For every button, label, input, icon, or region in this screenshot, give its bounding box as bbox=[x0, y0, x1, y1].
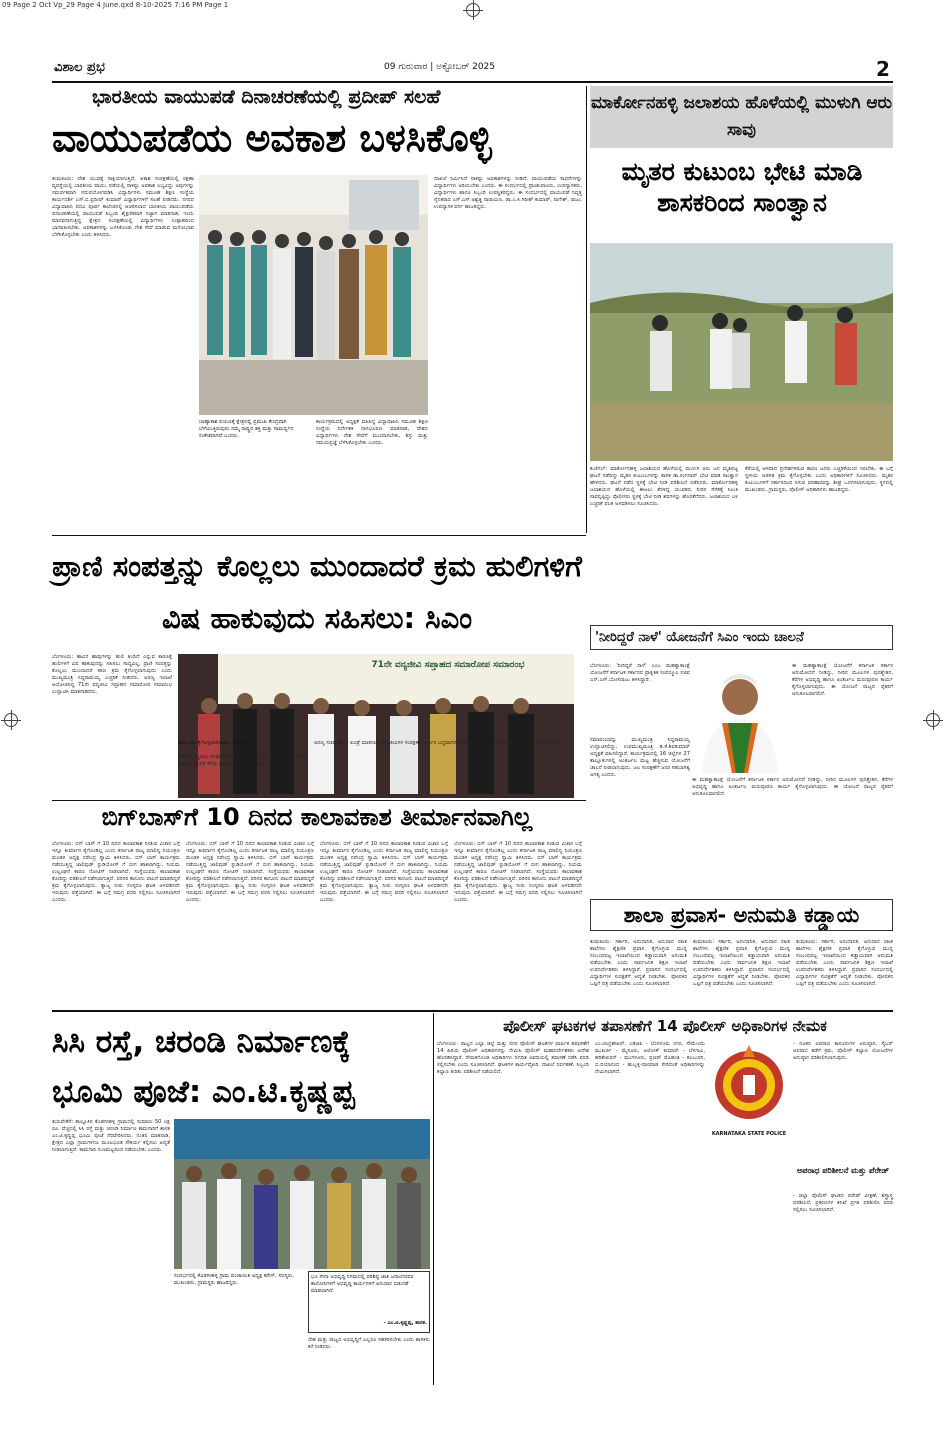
story-kicker: ಭಾರತೀಯ ವಾಯುಪಡೆ ದಿನಾಚರಣೆಯಲ್ಲಿ ಪ್ರದೀಪ್ ಸಲಹೆ bbox=[92, 86, 441, 108]
story-airforce bbox=[52, 86, 582, 533]
story-headline: ಸಿಸಿ ರಸ್ತೆ, ಚರಂಡಿ ನಿರ್ಮಾಣಕ್ಕೆ ಭೂಮಿ ಪೂಜೆ: ಎಂ.ಟಿ.ಕೃಷ್ಣಪ್ಪ bbox=[52, 1024, 355, 1110]
story-body: ಬೆಂಗಳೂರು: ಬಿಗ್ ಬಾಸ್ ಗೆ 10 ದಿನದ ಕಾಲಾವಕಾಶ ನೀಡುವ ವಿಚಾರ ಬಗ್ಗೆ ಇನ್ನೂ ತೀರ್ಮಾನ ಕೈಗೊಂಡಿಲ್ಲ ಎಂದು ಕರ್ನಾಟಕ ರಾಜ್ಯ ಮಾಲಿನ್ಯ ನಿಯಂತ್ರಣ ಮಂಡಳಿ ಅಧ್ಯಕ್ಷ ನರೇಂದ್ರ ಸ್ವಾಮಿ ತಿಳಿಸಿದರು. ಬಿಗ್ ಬಾಸ್ ಕಾರ್ಯಕ್ರಮ ನಡೆಯುತ್ತಿದ್ದ ಜಾಲಿವುಡ್ ಸ್ಟುಡಿಯೋಸ್ ಗೆ ಬೀಗ ಹಾಕಲಾಗಿದ್ದು, ನಿಯಮ ಉಲ್ಲಂಘನೆ ಕಾರಣ ನೋಟಿಸ್ ನೀಡಲಾಗಿದೆ. ಸಂಸ್ಥೆಯವರು ಕಾಲಾವಕಾಶ ಕೋರಿದ್ದು ಪರಿಶೀಲನೆ ನಡೆಸಲಾಗುತ್ತಿದೆ. ಪರಿಸರ ಕಾನೂನು ಪಾಲನೆ ಮಾಡದಿದ್ದರೆ ಕ್ರಮ ಕೈಗೊಳ್ಳಲಾಗುವುದು. ತ್ಯಾಜ್ಯ ನೀರು ಸಂಸ್ಕರಣ ಘಟಕ ಅಳವಡಿಸದೇ ಇರುವುದು ಪತ್ತೆಯಾಗಿದೆ. ಈ ಬಗ್ಗೆ ಸಮಗ್ರ ವರದಿ ಸಲ್ಲಿಸಲು ಸೂಚಿಸಲಾಗಿದೆ ಎಂದರು. bbox=[454, 841, 582, 903]
photo-caption: ಕಠಿಣ ಕ್ರಮ ಕೈಗೊಳ್ಳಲಾಗುವುದು ಎಂದರು. bbox=[178, 740, 246, 746]
story-body: ಬೆಂಗಳೂರು: ರಾಜ್ಯದ ಎಲ್ಲಾ ಜಿಲ್ಲೆ ಮತ್ತು ನಗರ ಪೊಲೀಸ್ ಘಟಕಗಳ ವಾರ್ಷಿಕ ತಪಾಸಣೆಗೆ 14 ಹಿರಿಯ ಪೊಲೀಸ್ ಅಧಿಕಾರಿಗಳನ್ನು ನೇಮಿಸಿ ಪೊಲೀಸ್ ಮಹಾನಿರ್ದೇಶಕರು ಆದೇಶ ಹೊರಡಿಸಿದ್ದಾರೆ. ನೇಮಕಗೊಂಡ ಅಧಿಕಾರಿಗಳು ನಿಗದಿತ ಅವಧಿಯಲ್ಲಿ ತಪಾಸಣೆ ನಡೆಸಿ ವರದಿ ಸಲ್ಲಿಸಬೇಕು ಎಂದು ಸೂಚಿಸಲಾಗಿದೆ. ಘಟಕಗಳ ಕಾರ್ಯವೈಖರಿ, ದಾಖಲೆ ನಿರ್ವಹಣೆ, ಸಿಬ್ಬಂದಿ ಕಲ್ಯಾಣ ಕುರಿತು ಪರಿಶೀಲನೆ ನಡೆಯಲಿದೆ. bbox=[437, 1041, 589, 1075]
story-body: ದೇಶ ಮತ್ತು ರಾಜ್ಯದ ಅಭಿವೃದ್ಧಿಗೆ ಎಲ್ಲರೂ ಸಹಕರಿಸಬೇಕು ಎಂದು ಶಾಸಕರು ಕರೆ ನೀಡಿದರು. bbox=[308, 1337, 430, 1350]
story-body: - ಜಿಲ್ಲಾ ಪೊಲೀಸ್ ಘಟಕದ ಪರೇಡ್ ವೀಕ್ಷಣೆ, ಶಸ್ತ್ರಾಸ್ತ್ರ ಪರಿಶೀಲನೆ, ಪ್ರಕರಣಗಳ ತನಿಖೆ ಪ್ರಗತಿ ಪರಿಶೀಲಿಸಿ ವರದಿ ಸಲ್ಲಿಸಲು ಸೂಚಿಸಲಾಗಿದೆ. bbox=[793, 1193, 893, 1213]
photo-caption: ಬಾಹ್ಯಾಕಾಶ ಪಯಣಕ್ಕೆ ಕ್ಷೇತ್ರದಲ್ಲಿ ಪ್ರಮುಖ ಕೇಂದ್ರವಾಗಿ ಬೆಳೆಯುತ್ತಿರುವುದು ನಮ್ಮ ರಾಷ್ಟ್ರದ ಶಕ್ತಿ ಮತ್ತು ಸಾಮರ್ಥ್ಯದ ಸಂಕೇತವಾಗಿದೆ ಎಂದರು. bbox=[199, 419, 294, 439]
story-headline: ಶಾಲಾ ಪ್ರವಾಸ- ಅನುಮತಿ ಕಡ್ಡಾಯ bbox=[590, 899, 893, 931]
story-cc-road bbox=[52, 1015, 430, 1385]
story-body: ಕುಣಿಗಲ್: ಮಾರ್ಕೋನಹಳ್ಳಿ ಜಲಾಶಯದ ಹೊಳೆಯಲ್ಲಿ ಮುಳುಗಿ ಆರು ಜನ ಮೃತಪಟ್ಟ ಘಟನೆ ನಡೆದಿದ್ದು ಮೃತರ ಕುಟುಂಬಗಳನ್ನು ಶಾಸಕ ಡಾ.ರಂಗನಾಥ್ ಭೇಟಿ ಮಾಡಿ ಸಾಂತ್ವಾನ ಹೇಳಿದರು. ಘಟನೆ ನಡೆದ ಸ್ಥಳಕ್ಕೆ ಭೇಟಿ ನೀಡಿ ಪರಿಶೀಲನೆ ನಡೆಸಿದರು. ಮಾರ್ಕೋನಹಳ್ಳಿ ಜಲಾಶಯದ ಹೊಳೆಯಲ್ಲಿ ಈಜಲು ತೆರಳಿದ್ದ ಯುವಕರು ನೀರಿನ ಸೆಳೆತಕ್ಕೆ ಸಿಲುಕಿ ಸಾವನ್ನಪ್ಪಿದ್ದು ಪೊಲೀಸರು ಸ್ಥಳಕ್ಕೆ ಭೇಟಿ ನೀಡಿ ಶವಗಳನ್ನು ಹೊರತೆಗೆದರು. ಜಲಾಶಯದ ಬಳಿ ಎಚ್ಚರಿಕೆ ಫಲಕ ಅಳವಡಿಸಲು ಸೂಚಿಸಿದರು. bbox=[590, 466, 738, 507]
story-wildlife bbox=[52, 538, 582, 796]
registration-mark bbox=[926, 713, 940, 727]
story-photo bbox=[174, 1119, 430, 1269]
police-emblem bbox=[709, 1041, 789, 1141]
story-body: ಕಾರ್ಯಕ್ರಮದಲ್ಲಿ ಅಧ್ಯಕ್ಷತೆ ವಹಿಸಿದ್ದ ವಿದ್ಯಾವಾಹಿನಿ ಸಮೂಹ ಶಿಕ್ಷಣ ಸಂಸ್ಥೆಯ ನಿರ್ದೇಶಕ ನಾಗಭೂಷಣ ಮಾತನಾಡಿ, ದೇಶದ ವಿದ್ಯಾರ್ಥಿಗಳು ದೇಶ ಸೇವೆಗೆ ಮುಂದಾಗಬೇಕು, ಶಿಸ್ತು ಮತ್ತು ಸಮಯಪ್ರಜ್ಞೆ ಬೆಳೆಸಿಕೊಳ್ಳಬೇಕು ಎಂದರು. bbox=[316, 419, 428, 446]
story-kicker: 'ನೀರಿದ್ದರೆ ನಾಳೆ' ಯೋಜನೆಗೆ ಸಿಎಂ ಇಂದು ಚಾಲನೆ bbox=[590, 625, 893, 650]
story-body: ಸಮಾರಂಭವನ್ನು ಮುಖ್ಯಮಂತ್ರಿ ಸಿದ್ದರಾಮಯ್ಯ ಉದ್ಘಾಟಿಸಲಿದ್ದು, ಉಪಮುಖ್ಯಮಂತ್ರಿ ಡಿ.ಕೆ.ಶಿವಕುಮಾರ್ ಅಧ್ಯಕ್ಷತೆ ವಹಿಸಲಿದ್ದಾರೆ. ಕಾರ್ಯಕ್ರಮದಲ್ಲಿ 16 ಜಿಲ್ಲೆಗಳ 27 ತಾಲ್ಲೂಕುಗಳಲ್ಲಿ ಅಂತರ್ಜಲ ಮಟ್ಟ ಹೆಚ್ಚಿಸುವ ಯೋಜನೆಗೆ ಚಾಲನೆ ನೀಡಲಾಗುವುದು. ಜಲ ಸಂರಕ್ಷಣೆಗೆ ಜನರ ಸಹಭಾಗಿತ್ವ ಅಗತ್ಯ ಎಂದರು. bbox=[590, 737, 690, 778]
inset-signature: - ಎಂ.ಟಿ.ಕೃಷ್ಣಪ್ಪ, ಶಾಸಕ. bbox=[383, 1320, 427, 1326]
story-body: ಬೆಂಗಳೂರು: 'ನೀರಿದ್ದರೆ ನಾಳೆ' ಎಂಬ ಮಹತ್ವಾಕಾಂಕ್ಷೆ ಯೋಜನೆಗೆ ಕರ್ನಾಟಕ ಸರ್ಕಾರದ ಪ್ರಾಕೃತಿಕ ಸಂಪನ್ಮೂಲ ಸಚಿವ ಎನ್.ಎಸ್.ಬೋಸರಾಜು ತಿಳಿಸಿದ್ದಾರೆ. bbox=[590, 663, 690, 683]
story-body: ತುಮಕೂರು: ಸರ್ಕಾರಿ, ಅನುದಾನಿತ, ಅನುದಾನ ರಹಿತ ಶಾಲೆಗಳು ಶೈಕ್ಷಣಿಕ ಪ್ರವಾಸ ಕೈಗೊಳ್ಳುವ ಮುನ್ನ ಸಂಬಂಧಪಟ್ಟ ಇಲಾಖೆಯಿಂದ ಕಡ್ಡಾಯವಾಗಿ ಅನುಮತಿ ಪಡೆಯಬೇಕು ಎಂದು ಸಾರ್ವಜನಿಕ ಶಿಕ್ಷಣ ಇಲಾಖೆ ಉಪನಿರ್ದೇಶಕರು ತಿಳಿಸಿದ್ದಾರೆ. ಪ್ರವಾಸದ ಸಂದರ್ಭದಲ್ಲಿ ವಿದ್ಯಾರ್ಥಿಗಳ ಸುರಕ್ಷತೆಗೆ ಆದ್ಯತೆ ನೀಡಬೇಕು. ಪೋಷಕರ ಒಪ್ಪಿಗೆ ಪತ್ರ ಪಡೆಯಬೇಕು ಎಂದು ಸೂಚಿಸಲಾಗಿದೆ. bbox=[796, 939, 893, 987]
story-body: ಈ ಮಹತ್ವಾಕಾಂಕ್ಷೆ ಯೋಜನೆಗೆ ಕರ್ನಾಟಕ ಸರ್ಕಾರ ಅನುಮೋದನೆ ನೀಡಿದ್ದು, ನೀರಿನ ಮೂಲಗಳ ಪುನಶ್ಚೇತನ, ಕೆರೆಗಳ ಅಭಿವೃದ್ಧಿ ಹಾಗೂ ಅಂತರ್ಜಲ ಮರುಪೂರಣ ಕಾರ್ಯ ಕೈಗೊಳ್ಳಲಾಗುವುದು. ಈ ಯೋಜನೆ ರಾಜ್ಯದ ರೈತರಿಗೆ ಅನುಕೂಲವಾಗಲಿದೆ. bbox=[692, 777, 893, 797]
story-subhead: ಅಪರಾಧ ಪರಿಶೀಲನೆ ಮತ್ತು ಪೆರೇಡ್ bbox=[796, 1166, 890, 1175]
emblem-label: KARNATAKA STATE POLICE bbox=[711, 1131, 787, 1137]
story-body: ಬೆಂಗಳೂರು: ಬಿಗ್ ಬಾಸ್ ಗೆ 10 ದಿನದ ಕಾಲಾವಕಾಶ ನೀಡುವ ವಿಚಾರ ಬಗ್ಗೆ ಇನ್ನೂ ತೀರ್ಮಾನ ಕೈಗೊಂಡಿಲ್ಲ ಎಂದು ಕರ್ನಾಟಕ ರಾಜ್ಯ ಮಾಲಿನ್ಯ ನಿಯಂತ್ರಣ ಮಂಡಳಿ ಅಧ್ಯಕ್ಷ ನರೇಂದ್ರ ಸ್ವಾಮಿ ತಿಳಿಸಿದರು. ಬಿಗ್ ಬಾಸ್ ಕಾರ್ಯಕ್ರಮ ನಡೆಯುತ್ತಿದ್ದ ಜಾಲಿವುಡ್ ಸ್ಟುಡಿಯೋಸ್ ಗೆ ಬೀಗ ಹಾಕಲಾಗಿದ್ದು, ನಿಯಮ ಉಲ್ಲಂಘನೆ ಕಾರಣ ನೋಟಿಸ್ ನೀಡಲಾಗಿದೆ. ಸಂಸ್ಥೆಯವರು ಕಾಲಾವಕಾಶ ಕೋರಿದ್ದು ಪರಿಶೀಲನೆ ನಡೆಸಲಾಗುತ್ತಿದೆ. ಪರಿಸರ ಕಾನೂನು ಪಾಲನೆ ಮಾಡದಿದ್ದರೆ ಕ್ರಮ ಕೈಗೊಳ್ಳಲಾಗುವುದು. ತ್ಯಾಜ್ಯ ನೀರು ಸಂಸ್ಕರಣ ಘಟಕ ಅಳವಡಿಸದೇ ಇರುವುದು ಪತ್ತೆಯಾಗಿದೆ. ಈ ಬಗ್ಗೆ ಸಮಗ್ರ ವರದಿ ಸಲ್ಲಿಸಲು ಸೂಚಿಸಲಾಗಿದೆ ಎಂದರು. bbox=[52, 841, 180, 903]
story-body: ಈ ಮಹತ್ವಾಕಾಂಕ್ಷೆ ಯೋಜನೆಗೆ ಕರ್ನಾಟಕ ಸರ್ಕಾರ ಅನುಮೋದನೆ ನೀಡಿದ್ದು, ನೀರಿನ ಮೂಲಗಳ ಪುನಶ್ಚೇತನ, ಕೆರೆಗಳ ಅಭಿವೃದ್ಧಿ ಹಾಗೂ ಅಂತರ್ಜಲ ಮರುಪೂರಣ ಕಾರ್ಯ ಕೈಗೊಳ್ಳಲಾಗುವುದು. ಈ ಯೋಜನೆ ರಾಜ್ಯದ ರೈತರಿಗೆ ಅನುಕೂಲವಾಗಲಿದೆ. bbox=[792, 663, 893, 697]
page-number: 2 bbox=[876, 57, 890, 81]
story-columns bbox=[52, 841, 582, 1001]
story-headline: ಪ್ರಾಣಿ ಸಂಪತ್ತನ್ನು ಕೊಲ್ಲಲು ಮುಂದಾದರೆ ಕ್ರಮ ಹುಲಿಗಳಿಗೆ ವಿಷ ಹಾಕುವುದು ಸಹಿಸಲು: ಸಿಎಂ bbox=[52, 549, 582, 635]
story-kicker: ಮಾರ್ಕೋನಹಳ್ಳಿ ಜಲಾಶಯ ಹೊಳೆಯಲ್ಲಿ ಮುಳುಗಿ ಆರು ಸಾವು bbox=[590, 86, 893, 148]
registration-mark bbox=[466, 3, 480, 17]
story-police bbox=[437, 1015, 893, 1385]
story-photo bbox=[590, 243, 893, 461]
story-photo bbox=[199, 175, 428, 415]
masthead-rule bbox=[52, 81, 893, 83]
photo-caption: ಸಂದರ್ಭದಲ್ಲಿ ಕೊಡಗೀಹಳ್ಳಿ ಗ್ರಾಮ ಪಂಚಾಯಿತಿ ಅಧ್ಯಕ್ಷ ಕರೇಗ್, ಸದಸ್ಯರು, ಮುಖಂಡರು, ಗ್ರಾಮಸ್ಥರು ಹಾಜರಿದ್ದರು. bbox=[174, 1273, 294, 1286]
masthead-date: 09 ಗುರುವಾರ | ಅಕ್ಟೋಬರ್ 2025 bbox=[384, 62, 495, 72]
story-reservoir bbox=[590, 86, 893, 616]
story-body: ದಾಖಲೆ ನಿರ್ಮಿಸಿದೆ ಸಾಕಷ್ಟು ಅವಕಾಶಗಳನ್ನು ನೀಡಿದೆ. ವಾಯುಪಡೆಯ ಸಾಧನೆಗಳನ್ನು ವಿದ್ಯಾರ್ಥಿಗಳು ಅರಿಯಬೇಕು ಎಂದರು. ಈ ಸಂದರ್ಭದಲ್ಲಿ ಪ್ರಾಂಶುಪಾಲರು, ಉಪನ್ಯಾಸಕರು, ವಿದ್ಯಾರ್ಥಿಗಳು ಹಾಗೂ ಸಿಬ್ಬಂದಿ ಉಪಸ್ಥಿತರಿದ್ದರು. ಈ ಸಂದರ್ಭದಲ್ಲಿ ವಾಯುಪಡೆ ನಿವೃತ್ತ ಸೈನಿಕರಾದ ಎಸ್.ಎಸ್.ಅಶ್ವತ್ಥ ನಾರಾಯಣ, ಡಾ.ಎ.ಸಿ.ಗಿರೀಶ್ ಕುಮಾರ್, ನಾಗೇಶ್, ರಾಜು, ಉಪನ್ಯಾಸಕ ವರ್ಗ ಹಾಜರಿದ್ದರು. bbox=[434, 176, 582, 210]
bhoomi-pooja-photo bbox=[174, 1119, 430, 1269]
section-rule bbox=[52, 535, 586, 536]
story-body: ಬೆಂಗಳೂರು: ಹಾವಿನ ಹಾವುಗಳನ್ನು ಹುಲಿ ತಿಂದಿದೆ ಎನ್ನುವ ಕಾರಣಕ್ಕೆ ಹುಲಿಗಳಿಗೆ ವಿಷ ಹಾಕುವುದನ್ನು ಸಹಿಸಲು ಸಾಧ್ಯವಿಲ್ಲ, ಪ್ರಾಣಿ ಸಂಪತ್ತನ್ನು ಕೊಲ್ಲಲು ಮುಂದಾದರೆ ಕಠಿಣ ಕ್ರಮ ಕೈಗೊಳ್ಳಲಾಗುವುದು ಎಂದು ಮುಖ್ಯಮಂತ್ರಿ ಸಿದ್ದರಾಮಯ್ಯ ಎಚ್ಚರಿಕೆ ನೀಡಿದರು. ಅರಣ್ಯ ಇಲಾಖೆ ಆಯೋಜಿಸಿದ್ದ 71ನೇ ವನ್ಯಜೀವಿ ಸಪ್ತಾಹದ ಸಮಾರೋಪ ಸಮಾರಂಭ ಉದ್ಘಾಟಿಸಿ ಮಾತನಾಡಿದರು. bbox=[52, 654, 172, 695]
section-rule bbox=[52, 800, 586, 801]
column-rule bbox=[586, 86, 587, 533]
registration-mark bbox=[4, 713, 18, 727]
section-rule bbox=[52, 1010, 893, 1012]
story-columns bbox=[590, 939, 893, 1007]
story-school-trip bbox=[590, 899, 893, 1009]
story-body: - ನೂತನ ಅಪರಾಧ ಕಾನೂನುಗಳ ಅನುಷ್ಠಾನ, ಸೈಬರ್ ಅಪರಾಧ ತಡೆಗೆ ಕ್ರಮ, ಪೊಲೀಸ್ ಕಲ್ಯಾಣ ಯೋಜನೆಗಳ ಅನುಷ್ಠಾನ ಪರಿಶೀಲಿಸಲಾಗುವುದು. bbox=[793, 1041, 893, 1061]
column-rule bbox=[433, 1013, 434, 1385]
story-body: ತುಮಕೂರು: ಸರ್ಕಾರಿ, ಅನುದಾನಿತ, ಅನುದಾನ ರಹಿತ ಶಾಲೆಗಳು ಶೈಕ್ಷಣಿಕ ಪ್ರವಾಸ ಕೈಗೊಳ್ಳುವ ಮುನ್ನ ಸಂಬಂಧಪಟ್ಟ ಇಲಾಖೆಯಿಂದ ಕಡ್ಡಾಯವಾಗಿ ಅನುಮತಿ ಪಡೆಯಬೇಕು ಎಂದು ಸಾರ್ವಜನಿಕ ಶಿಕ್ಷಣ ಇಲಾಖೆ ಉಪನಿರ್ದೇಶಕರು ತಿಳಿಸಿದ್ದಾರೆ. ಪ್ರವಾಸದ ಸಂದರ್ಭದಲ್ಲಿ ವಿದ್ಯಾರ್ಥಿಗಳ ಸುರಕ್ಷತೆಗೆ ಆದ್ಯತೆ ನೀಡಬೇಕು. ಪೋಷಕರ ಒಪ್ಪಿಗೆ ಪತ್ರ ಪಡೆಯಬೇಕು ಎಂದು ಸೂಚಿಸಲಾಗಿದೆ. bbox=[693, 939, 790, 987]
story-headline: ಪೊಲೀಸ್ ಘಟಕಗಳ ತಪಾಸಣೆಗೆ 14 ಪೊಲೀಸ್ ಅಧಿಕಾರಿಗಳ ನೇಮಕ bbox=[503, 1017, 827, 1035]
event-banner: 71ನೇ ವನ್ಯಜೀವಿ ಸಪ್ತಾಹದ ಸಮಾರೋಪ ಸಮಾರಂಭ bbox=[371, 660, 525, 670]
masthead-logo: ವಿಶಾಲ ಪ್ರಭ bbox=[54, 60, 105, 75]
story-body: ಮಾನವ-ವನ್ಯಜೀವಿ ಸಂಘರ್ಷ ತಡೆಗಟ್ಟಲು ಅಗತ್ಯ ಕ್ರಮ ಕೈಗೊಳ್ಳಲಾಗಿದೆ. ಅರಣ್ಯ ಪ್ರದೇಶ ಒತ್ತುವರಿ ತೆರವು ಮಾಡಲಾಗುವುದು ಎಂದರು. bbox=[178, 754, 308, 767]
story-body: ತುಮಕೂರು: ಸರ್ಕಾರಿ, ಅನುದಾನಿತ, ಅನುದಾನ ರಹಿತ ಶಾಲೆಗಳು ಶೈಕ್ಷಣಿಕ ಪ್ರವಾಸ ಕೈಗೊಳ್ಳುವ ಮುನ್ನ ಸಂಬಂಧಪಟ್ಟ ಇಲಾಖೆಯಿಂದ ಕಡ್ಡಾಯವಾಗಿ ಅನುಮತಿ ಪಡೆಯಬೇಕು ಎಂದು ಸಾರ್ವಜನಿಕ ಶಿಕ್ಷಣ ಇಲಾಖೆ ಉಪನಿರ್ದೇಶಕರು ತಿಳಿಸಿದ್ದಾರೆ. ಪ್ರವಾಸದ ಸಂದರ್ಭದಲ್ಲಿ ವಿದ್ಯಾರ್ಥಿಗಳ ಸುರಕ್ಷತೆಗೆ ಆದ್ಯತೆ ನೀಡಬೇಕು. ಪೋಷಕರ ಒಪ್ಪಿಗೆ ಪತ್ರ ಪಡೆಯಬೇಕು ಎಂದು ಸೂಚಿಸಲಾಗಿದೆ. bbox=[590, 939, 687, 987]
story-body: ಬೆಂಗಳೂರು: ಬಿಗ್ ಬಾಸ್ ಗೆ 10 ದಿನದ ಕಾಲಾವಕಾಶ ನೀಡುವ ವಿಚಾರ ಬಗ್ಗೆ ಇನ್ನೂ ತೀರ್ಮಾನ ಕೈಗೊಂಡಿಲ್ಲ ಎಂದು ಕರ್ನಾಟಕ ರಾಜ್ಯ ಮಾಲಿನ್ಯ ನಿಯಂತ್ರಣ ಮಂಡಳಿ ಅಧ್ಯಕ್ಷ ನರೇಂದ್ರ ಸ್ವಾಮಿ ತಿಳಿಸಿದರು. ಬಿಗ್ ಬಾಸ್ ಕಾರ್ಯಕ್ರಮ ನಡೆಯುತ್ತಿದ್ದ ಜಾಲಿವುಡ್ ಸ್ಟುಡಿಯೋಸ್ ಗೆ ಬೀಗ ಹಾಕಲಾಗಿದ್ದು, ನಿಯಮ ಉಲ್ಲಂಘನೆ ಕಾರಣ ನೋಟಿಸ್ ನೀಡಲಾಗಿದೆ. ಸಂಸ್ಥೆಯವರು ಕಾಲಾವಕಾಶ ಕೋರಿದ್ದು ಪರಿಶೀಲನೆ ನಡೆಸಲಾಗುತ್ತಿದೆ. ಪರಿಸರ ಕಾನೂನು ಪಾಲನೆ ಮಾಡದಿದ್ದರೆ ಕ್ರಮ ಕೈಗೊಳ್ಳಲಾಗುವುದು. ತ್ಯಾಜ್ಯ ನೀರು ಸಂಸ್ಕರಣ ಘಟಕ ಅಳವಡಿಸದೇ ಇರುವುದು ಪತ್ತೆಯಾಗಿದೆ. ಈ ಬಗ್ಗೆ ಸಮಗ್ರ ವರದಿ ಸಲ್ಲಿಸಲು ಸೂಚಿಸಲಾಗಿದೆ ಎಂದರು. bbox=[186, 841, 314, 903]
story-headline: ಮೃತರ ಕುಟುಂಬ ಭೇಟಿ ಮಾಡಿ ಶಾಸಕರಿಂದ ಸಾಂತ್ವಾನ bbox=[621, 157, 863, 218]
story-headline: ವಾಯುಪಡೆಯ ಅವಕಾಶ ಬಳಸಿಕೊಳ್ಳಿ bbox=[52, 116, 492, 160]
story-body: ತುಮಕೂರು: ದೇಶ ಯುವಕ್ಕೆ ಸಾಕ್ಷಿಯಾಗುತ್ತಿದೆ, ಆಕಾಶ ಸಂರಕ್ಷಣೆಯಲ್ಲಿ ರಕ್ಷಣಾ ವ್ಯವಸ್ಥೆಯಲ್ಲಿ ಭಾರತೀಯ ವಾಯು ಪಡೆಯಲ್ಲಿ ಸಾಕಷ್ಟು ಅವಕಾಶ ಲಭ್ಯವಿದ್ದು ಅವುಗಳನ್ನು ಸಮರ್ಪಕವಾಗಿ ಸದುಪಯೋಗಪಡಿಸಿ ವಿದ್ಯಾರ್ಥಿಗಳು ಸಮೂಹ ಶಿಕ್ಷಣ ಸಂಸ್ಥೆಯ ಕಾರ್ಯದರ್ಶಿ ಎಸ್.ಬಿ.ಪ್ರದೀಪ್ ಕುಮಾರ್ ವಿದ್ಯಾರ್ಥಿಗಳಿಗೆ ಸಲಹೆ ನೀಡಿದರು. ನಗರದ ವಿದ್ಯಾವಾಹಿನಿ ಪದವಿ ಪೂರ್ವ ಕಾಲೇಜಿನಲ್ಲಿ ಆಚರಿಸಲಾದ ಭಾರತೀಯ ವಾಯುಪಡೆಯ ದಿನಾಚರಣೆಯಲ್ಲಿ ವಾಯುಪಡೆ ಸಿಬ್ಬಂದಿ ಶೈಕ್ಷಣಿಕವಾಗಿ ಸಜ್ಜಾಗಿ ಮಾತನಾಡಿ, ಇಂದು ಮಾನವನಾಗುತ್ತಿದ್ದ ಕ್ಷೇತ್ರದ ಸಂರಕ್ಷಣೆಯಲ್ಲಿ ವಿದ್ಯಾರ್ಥಿಗಳು ಉತ್ಸಾಹದಿಂದ ಭಾಗವಹಿಸಬೇಕು. ಅವಕಾಶಗಳನ್ನು ಬಳಸಿಕೊಂಡು ದೇಶ ಸೇವೆ ಮಾಡುವ ಮನೋಭಾವ ಬೆಳೆಸಿಕೊಳ್ಳಬೇಕು ಎಂದು ತಿಳಿಸಿದರು. bbox=[52, 176, 194, 238]
quote-inset bbox=[308, 1271, 430, 1333]
minister-portrait bbox=[692, 663, 788, 773]
story-body: ತುರುವೇಕೆರೆ: ತಾಲ್ಲೂಕಿನ ಕೊಡಗೀಹಳ್ಳಿ ಗ್ರಾಮದಲ್ಲಿ ಸುಮಾರು 50 ಲಕ್ಷ ರೂ. ವೆಚ್ಚದಲ್ಲಿ ಸಿಸಿ ರಸ್ತೆ ಮತ್ತು ಚರಂಡಿ ನಿರ್ಮಾಣ ಕಾಮಗಾರಿಗೆ ಶಾಸಕ ಎಂ.ಟಿ.ಕೃಷ್ಣಪ್ಪ ಭೂಮಿ ಪೂಜೆ ನೆರವೇರಿಸಿದರು. ನಂತರ ಮಾತನಾಡಿ, ಕ್ಷೇತ್ರದ ಎಲ್ಲಾ ಗ್ರಾಮಗಳಿಗೂ ಮೂಲಭೂತ ಸೌಕರ್ಯ ಕಲ್ಪಿಸಲು ಆದ್ಯತೆ ನೀಡಲಾಗುತ್ತಿದೆ. ಕಾಮಗಾರಿ ಗುಣಮಟ್ಟದಿಂದ ನಡೆಯಬೇಕು ಎಂದರು. bbox=[52, 1119, 170, 1153]
story-body: ಅರಣ್ಯ ಸಚಿವ ಈಶ್ವರ ಖಂಡ್ರೆ ಮಾತನಾಡಿ, ವನ್ಯಜೀವಿಗಳ ಸಂರಕ್ಷಣೆಗೆ ಸರ್ಕಾರ ಬದ್ಧವಾಗಿದೆ ಎಂದರು. ಹುಲಿ ಸಂರಕ್ಷಣೆಗೆ ವಿಶೇಷ ಯೋಜನೆ ರೂಪಿಸಲಾಗಿದೆ. bbox=[314, 740, 560, 746]
story-headline: ಬಿಗ್‌ಬಾಸ್‌ಗೆ 10 ದಿನದ ಕಾಲಾವಕಾಶ ತೀರ್ಮಾನವಾಗಿಲ್ಲ bbox=[101, 803, 533, 831]
reservoir-photo bbox=[590, 243, 893, 461]
story-body: ಕೆರೆಯಲ್ಲಿ ಆಳವಾದ ಪ್ರದೇಶಗಳಿರುವ ಕಾರಣ ಜನರು ಎಚ್ಚರಿಕೆಯಿಂದ ಇರಬೇಕು. ಈ ಬಗ್ಗೆ ಸ್ಥಳೀಯ ಆಡಳಿತ ಕ್ರಮ ಕೈಗೊಳ್ಳಬೇಕು ಎಂದು ಅಧಿಕಾರಿಗಳಿಗೆ ಸೂಚಿಸಿದರು. ಮೃತರ ಕುಟುಂಬಗಳಿಗೆ ಸರ್ಕಾರದಿಂದ ಸಿಗುವ ಪರಿಹಾರವನ್ನು ಶೀಘ್ರ ಒದಗಿಸಲಾಗುವುದು. ಸ್ಥಳದಲ್ಲಿ ಮುಖಂಡರು, ಗ್ರಾಮಸ್ಥರು, ಪೊಲೀಸ್ ಅಧಿಕಾರಿಗಳು ಹಾಜರಿದ್ದರು. bbox=[745, 466, 893, 493]
inset-text: ಭೂ ಸೇನಾ ಅಭಿವೃದ್ಧಿ ನಿಗಮದಲ್ಲಿ ಪರಿಶಿಷ್ಟ ಜಾತಿ ಜನಾಂಗದವರ ಕಾಲೋನಿಗಳಿಗೆ ಅಭಿವೃದ್ಧಿ ಕಾರ್ಯಗಳಿಗೆ ಅನುದಾನ ಬಿಡುಗಡೆ ಮಾಡಲಾಗಿದೆ. bbox=[311, 1274, 414, 1294]
story-body: ಎಂ.ಚಂದ್ರಶೇಖರ್, ಎಡಿಜಿಪಿ - ಬೆಂಗಳೂರು ನಗರ, ಸೌಮೇಂದು ಮುಖರ್ಜಿ - ಮೈಸೂರು, ಅಲೋಕ್ ಕುಮಾರ್ - ಬೆಳಗಾವಿ, ಹರಿಶೇಖರನ್ - ಮಂಗಳೂರು, ಪ್ರಣವ್ ಮೊಹಂತಿ - ಕಲಬುರಗಿ, ಬಿ.ದಯಾನಂದ - ಹುಬ್ಬಳ್ಳಿ-ಧಾರವಾಡ ಸೇರಿದಂತೆ ಅಧಿಕಾರಿಗಳನ್ನು ನೇಮಿಸಲಾಗಿದೆ. bbox=[595, 1041, 705, 1075]
story-water-scheme bbox=[590, 625, 893, 895]
airforce-group-photo bbox=[199, 175, 428, 415]
story-bigboss bbox=[52, 803, 582, 1003]
story-body: ಬೆಂಗಳೂರು: ಬಿಗ್ ಬಾಸ್ ಗೆ 10 ದಿನದ ಕಾಲಾವಕಾಶ ನೀಡುವ ವಿಚಾರ ಬಗ್ಗೆ ಇನ್ನೂ ತೀರ್ಮಾನ ಕೈಗೊಂಡಿಲ್ಲ ಎಂದು ಕರ್ನಾಟಕ ರಾಜ್ಯ ಮಾಲಿನ್ಯ ನಿಯಂತ್ರಣ ಮಂಡಳಿ ಅಧ್ಯಕ್ಷ ನರೇಂದ್ರ ಸ್ವಾಮಿ ತಿಳಿಸಿದರು. ಬಿಗ್ ಬಾಸ್ ಕಾರ್ಯಕ್ರಮ ನಡೆಯುತ್ತಿದ್ದ ಜಾಲಿವುಡ್ ಸ್ಟುಡಿಯೋಸ್ ಗೆ ಬೀಗ ಹಾಕಲಾಗಿದ್ದು, ನಿಯಮ ಉಲ್ಲಂಘನೆ ಕಾರಣ ನೋಟಿಸ್ ನೀಡಲಾಗಿದೆ. ಸಂಸ್ಥೆಯವರು ಕಾಲಾವಕಾಶ ಕೋರಿದ್ದು ಪರಿಶೀಲನೆ ನಡೆಸಲಾಗುತ್ತಿದೆ. ಪರಿಸರ ಕಾನೂನು ಪಾಲನೆ ಮಾಡದಿದ್ದರೆ ಕ್ರಮ ಕೈಗೊಳ್ಳಲಾಗುವುದು. ತ್ಯಾಜ್ಯ ನೀರು ಸಂಸ್ಕರಣ ಘಟಕ ಅಳವಡಿಸದೇ ಇರುವುದು ಪತ್ತೆಯಾಗಿದೆ. ಈ ಬಗ್ಗೆ ಸಮಗ್ರ ವರದಿ ಸಲ್ಲಿಸಲು ಸೂಚಿಸಲಾಗಿದೆ ಎಂದರು. bbox=[320, 841, 448, 903]
karnataka-police-emblem-icon bbox=[709, 1041, 789, 1127]
story-photo bbox=[692, 663, 788, 773]
file-info: 09 Page 2 Oct Vp_29 Page 4 June.qxd 8-10-2025 7:16 PM Page 1 bbox=[2, 1, 229, 9]
